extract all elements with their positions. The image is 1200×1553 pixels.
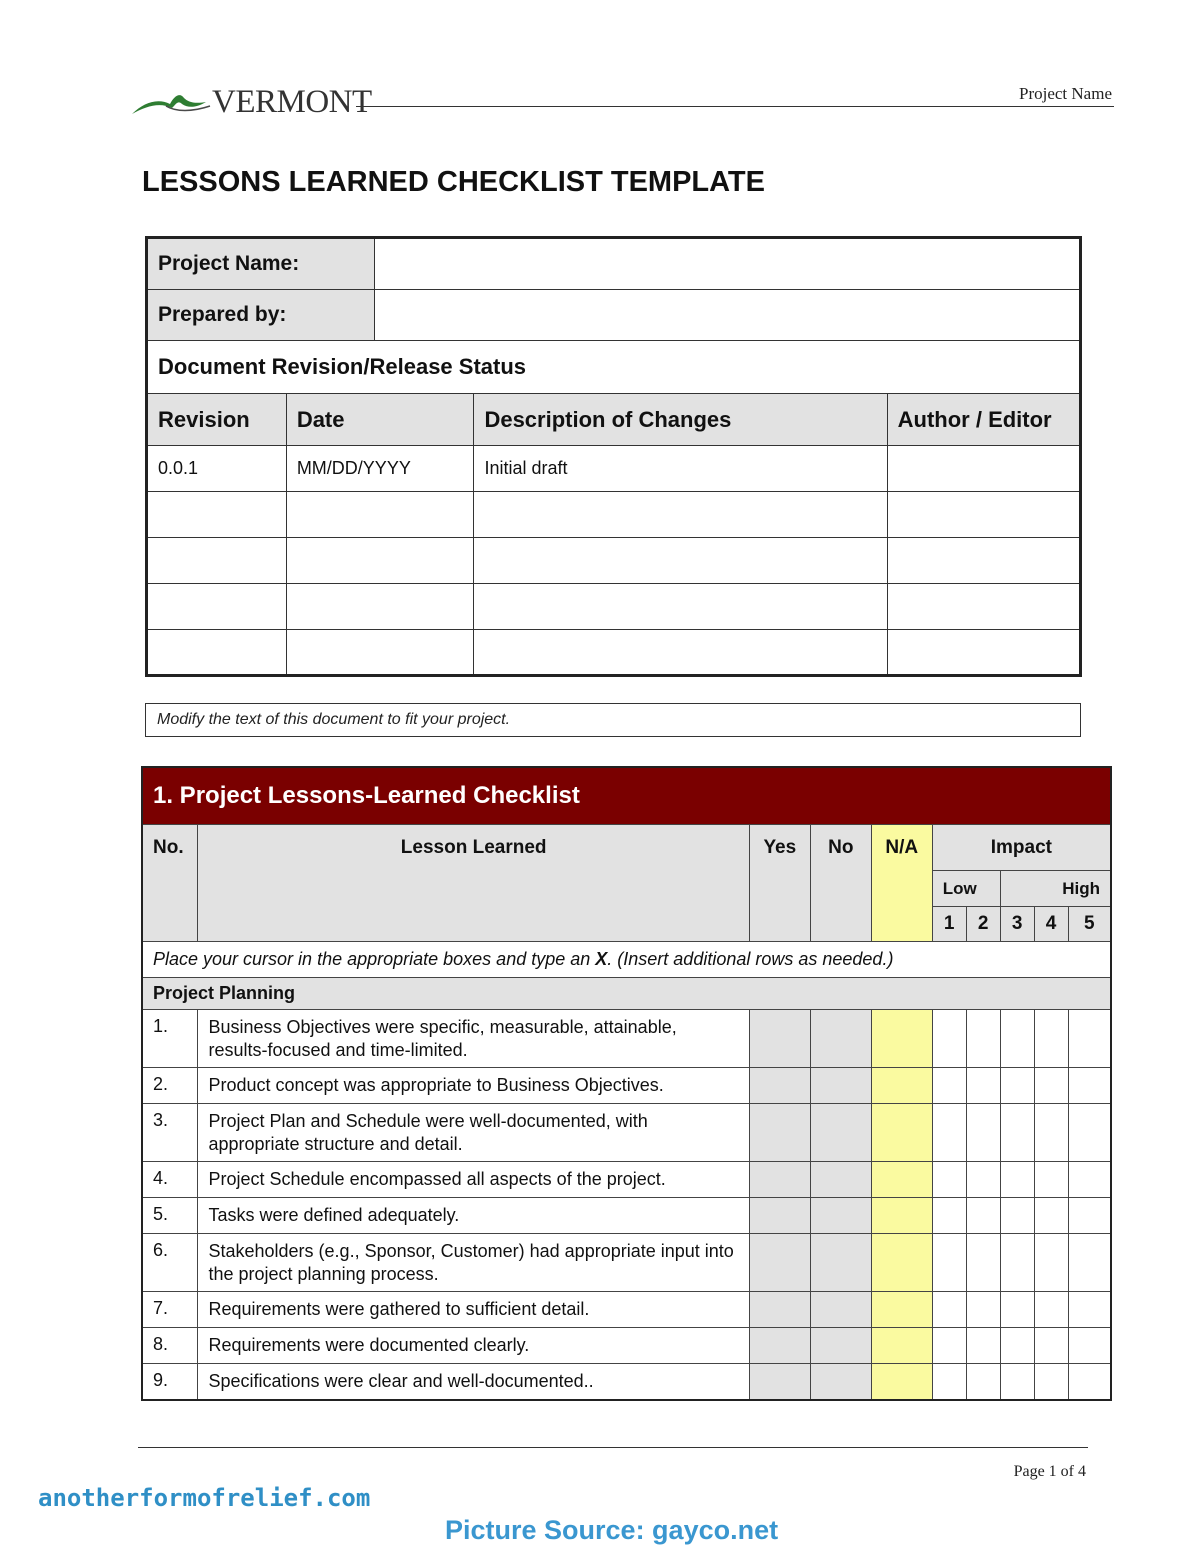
col-yes-header: Yes <box>749 825 810 942</box>
prepared-by-label: Prepared by: <box>147 290 375 341</box>
impact-1-cell[interactable] <box>932 1104 966 1162</box>
na-cell[interactable] <box>871 1198 932 1234</box>
col-impact-header: Impact <box>932 825 1111 871</box>
impact-5-cell[interactable] <box>1068 1068 1111 1104</box>
page-number: Page 1 of 4 <box>1013 1463 1086 1480</box>
author-cell[interactable] <box>887 630 1080 676</box>
impact-3-cell[interactable] <box>1000 1162 1034 1198</box>
item-number: 4. <box>142 1162 198 1198</box>
item-number: 7. <box>142 1292 198 1328</box>
impact-1-cell[interactable] <box>932 1234 966 1292</box>
impact-4-cell[interactable] <box>1034 1104 1068 1162</box>
impact-5-cell[interactable] <box>1068 1364 1111 1400</box>
author-column-header: Author / Editor <box>887 394 1080 446</box>
impact-scale-2: 2 <box>966 907 1000 942</box>
checklist-row <box>142 1292 1111 1328</box>
na-cell[interactable] <box>871 1234 932 1292</box>
lesson-text: Business Objectives were specific, measurable, attainable, results-focused and time-limited. <box>198 1010 749 1068</box>
col-na-header: N/A <box>871 825 932 942</box>
revision-cell[interactable]: 0.0.1 <box>147 446 287 492</box>
document-title: LESSONS LEARNED CHECKLIST TEMPLATE <box>142 166 765 198</box>
no-cell[interactable] <box>810 1010 871 1068</box>
description-cell[interactable] <box>474 584 887 630</box>
header-divider <box>356 106 1114 107</box>
impact-1-cell[interactable] <box>932 1364 966 1400</box>
item-number: 3. <box>142 1104 198 1162</box>
author-cell[interactable] <box>887 584 1080 630</box>
impact-scale-4: 4 <box>1034 907 1068 942</box>
yes-cell[interactable] <box>749 1234 810 1292</box>
impact-3-cell[interactable] <box>1000 1198 1034 1234</box>
impact-2-cell[interactable] <box>966 1162 1000 1198</box>
impact-1-cell[interactable] <box>932 1068 966 1104</box>
prepared-by-field[interactable] <box>374 290 1080 341</box>
checklist-row <box>142 1364 1111 1400</box>
project-name-field[interactable] <box>374 238 1080 290</box>
impact-high-label: High <box>1000 871 1111 907</box>
no-cell[interactable] <box>810 1198 871 1234</box>
impact-4-cell[interactable] <box>1034 1162 1068 1198</box>
impact-1-cell[interactable] <box>932 1010 966 1068</box>
impact-2-cell[interactable] <box>966 1234 1000 1292</box>
revision-cell[interactable] <box>147 630 287 676</box>
impact-1-cell[interactable] <box>932 1292 966 1328</box>
footer-divider <box>138 1447 1088 1448</box>
item-number: 8. <box>142 1328 198 1364</box>
checklist-row <box>142 1198 1111 1234</box>
impact-3-cell[interactable] <box>1000 1364 1034 1400</box>
impact-4-cell[interactable] <box>1034 1328 1068 1364</box>
author-cell[interactable] <box>887 492 1080 538</box>
impact-5-cell[interactable] <box>1068 1198 1111 1234</box>
impact-4-cell[interactable] <box>1034 1292 1068 1328</box>
no-cell[interactable] <box>810 1234 871 1292</box>
header-project-name: Project Name <box>1019 84 1112 103</box>
impact-5-cell[interactable] <box>1068 1010 1111 1068</box>
impact-scale-1: 1 <box>932 907 966 942</box>
date-cell[interactable] <box>286 630 474 676</box>
impact-4-cell[interactable] <box>1034 1010 1068 1068</box>
lesson-text: Stakeholders (e.g., Sponsor, Customer) had appropriate input into the project planning process. <box>198 1234 749 1292</box>
revision-status-label: Document Revision/Release Status <box>147 341 1081 394</box>
impact-4-cell[interactable] <box>1034 1068 1068 1104</box>
date-cell[interactable] <box>286 492 474 538</box>
instruction-text: Place your cursor in the appropriate boxes and type an X. (Insert additional rows as needed.) <box>142 942 1111 978</box>
yes-cell[interactable] <box>749 1328 810 1364</box>
lesson-text: Specifications were clear and well-documented.. <box>198 1364 749 1400</box>
no-cell[interactable] <box>810 1068 871 1104</box>
revision-column-header: Revision <box>147 394 287 446</box>
yes-cell[interactable] <box>749 1162 810 1198</box>
checklist-row <box>142 1068 1111 1104</box>
impact-2-cell[interactable] <box>966 1292 1000 1328</box>
checklist-row <box>142 1104 1111 1162</box>
lesson-text: Project Schedule encompassed all aspects of the project. <box>198 1162 749 1198</box>
project-info-table <box>145 236 1082 677</box>
description-cell[interactable] <box>474 492 887 538</box>
impact-4-cell[interactable] <box>1034 1234 1068 1292</box>
na-cell[interactable] <box>871 1104 932 1162</box>
impact-5-cell[interactable] <box>1068 1104 1111 1162</box>
na-cell[interactable] <box>871 1364 932 1400</box>
site-watermark: anotherformofrelief.com <box>38 1484 371 1512</box>
description-column-header: Description of Changes <box>474 394 887 446</box>
impact-5-cell[interactable] <box>1068 1234 1111 1292</box>
description-cell[interactable] <box>474 630 887 676</box>
section-title: 1. Project Lessons-Learned Checklist <box>142 767 1111 825</box>
checklist-items <box>142 1010 1111 1400</box>
project-name-label: Project Name: <box>147 238 375 290</box>
checklist-row <box>142 1162 1111 1198</box>
impact-5-cell[interactable] <box>1068 1328 1111 1364</box>
yes-cell[interactable] <box>749 1364 810 1400</box>
col-no-header: No. <box>142 825 198 942</box>
author-cell[interactable] <box>887 446 1080 492</box>
no-cell[interactable] <box>810 1292 871 1328</box>
impact-1-cell[interactable] <box>932 1198 966 1234</box>
na-cell[interactable] <box>871 1292 932 1328</box>
na-cell[interactable] <box>871 1010 932 1068</box>
no-cell[interactable] <box>810 1162 871 1198</box>
yes-cell[interactable] <box>749 1198 810 1234</box>
yes-cell[interactable] <box>749 1068 810 1104</box>
impact-3-cell[interactable] <box>1000 1104 1034 1162</box>
impact-4-cell[interactable] <box>1034 1364 1068 1400</box>
impact-5-cell[interactable] <box>1068 1292 1111 1328</box>
date-cell[interactable]: MM/DD/YYYY <box>286 446 474 492</box>
impact-3-cell[interactable] <box>1000 1010 1034 1068</box>
impact-2-cell[interactable] <box>966 1010 1000 1068</box>
revision-cell[interactable] <box>147 538 287 584</box>
na-cell[interactable] <box>871 1162 932 1198</box>
impact-1-cell[interactable] <box>932 1162 966 1198</box>
item-number: 5. <box>142 1198 198 1234</box>
vermont-logo-text: VERMONT <box>212 84 372 120</box>
description-cell[interactable]: Initial draft <box>474 446 887 492</box>
impact-4-cell[interactable] <box>1034 1198 1068 1234</box>
no-cell[interactable] <box>810 1364 871 1400</box>
impact-3-cell[interactable] <box>1000 1328 1034 1364</box>
impact-2-cell[interactable] <box>966 1104 1000 1162</box>
impact-3-cell[interactable] <box>1000 1292 1034 1328</box>
impact-scale-5: 5 <box>1068 907 1111 942</box>
item-number: 6. <box>142 1234 198 1292</box>
impact-5-cell[interactable] <box>1068 1162 1111 1198</box>
impact-scale-3: 3 <box>1000 907 1034 942</box>
lessons-checklist-table <box>141 766 1112 1401</box>
no-cell[interactable] <box>810 1104 871 1162</box>
col-lesson-header: Lesson Learned <box>198 825 749 942</box>
impact-low-label: Low <box>932 871 1000 907</box>
yes-cell[interactable] <box>749 1292 810 1328</box>
na-cell[interactable] <box>871 1328 932 1364</box>
author-cell[interactable] <box>887 538 1080 584</box>
lesson-text: Requirements were gathered to sufficient detail. <box>198 1292 749 1328</box>
checklist-row <box>142 1328 1111 1364</box>
lesson-text: Requirements were documented clearly. <box>198 1328 749 1364</box>
lesson-text: Product concept was appropriate to Business Objectives. <box>198 1068 749 1104</box>
yes-cell[interactable] <box>749 1104 810 1162</box>
revision-cell[interactable] <box>147 492 287 538</box>
item-number: 1. <box>142 1010 198 1068</box>
source-watermark: Picture Source: gayco.net <box>445 1515 779 1545</box>
revision-cell[interactable] <box>147 584 287 630</box>
col-no-answer-header: No <box>810 825 871 942</box>
impact-1-cell[interactable] <box>932 1328 966 1364</box>
impact-2-cell[interactable] <box>966 1198 1000 1234</box>
note-text: Modify the text of this document to fit your project. <box>157 711 511 728</box>
item-number: 9. <box>142 1364 198 1400</box>
subsection-project-planning: Project Planning <box>142 978 1111 1010</box>
impact-3-cell[interactable] <box>1000 1234 1034 1292</box>
date-column-header: Date <box>286 394 474 446</box>
na-cell[interactable] <box>871 1068 932 1104</box>
lesson-text: Project Plan and Schedule were well-documented, with appropriate structure and detail. <box>198 1104 749 1162</box>
checklist-row <box>142 1234 1111 1292</box>
no-cell[interactable] <box>810 1328 871 1364</box>
impact-3-cell[interactable] <box>1000 1068 1034 1104</box>
yes-cell[interactable] <box>749 1010 810 1068</box>
impact-2-cell[interactable] <box>966 1364 1000 1400</box>
checklist-row <box>142 1010 1111 1068</box>
lesson-text: Tasks were defined adequately. <box>198 1198 749 1234</box>
vermont-logo-mark-icon <box>130 86 214 120</box>
description-cell[interactable] <box>474 538 887 584</box>
impact-2-cell[interactable] <box>966 1328 1000 1364</box>
date-cell[interactable] <box>286 584 474 630</box>
item-number: 2. <box>142 1068 198 1104</box>
date-cell[interactable] <box>286 538 474 584</box>
impact-2-cell[interactable] <box>966 1068 1000 1104</box>
